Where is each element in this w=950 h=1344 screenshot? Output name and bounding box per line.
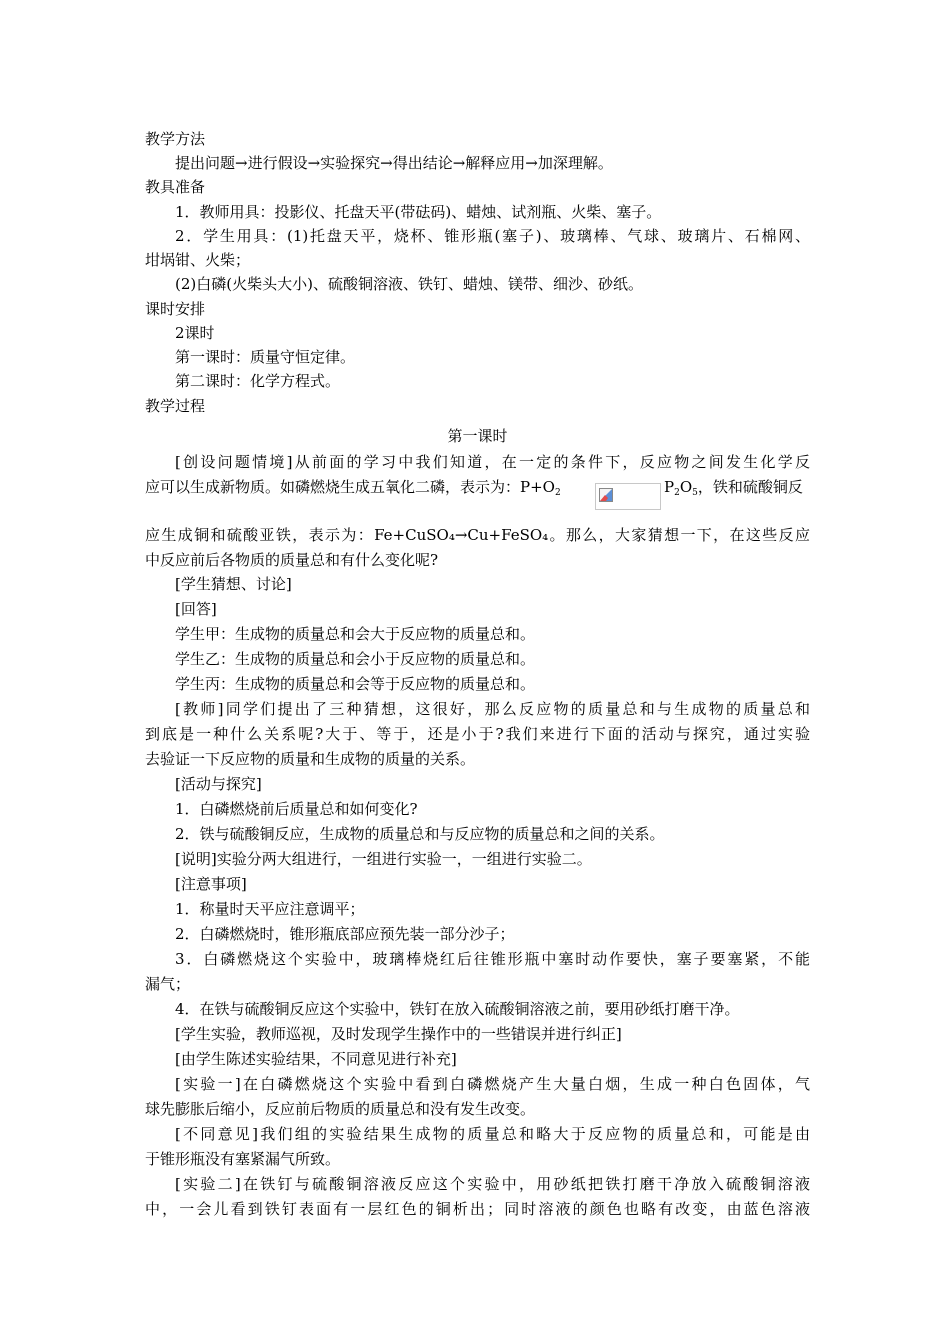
broken-image-icon xyxy=(599,488,613,502)
note-3-line2: 漏气； xyxy=(145,975,191,993)
equation-arrow-image xyxy=(595,483,661,510)
tools-student-materials: (2)白磷(火柴头大小)、硫酸铜溶液、铁钉、蜡烛、镁带、细沙、砂纸。 xyxy=(175,275,643,293)
schedule-count: 2课时 xyxy=(175,324,215,342)
student-experiment: [学生实验，教师巡视，及时发现学生操作中的一些错误并进行纠正] xyxy=(175,1025,622,1043)
activity-2: 2．铁与硫酸铜反应，生成物的质量总和与反应物的质量总和之间的关系。 xyxy=(175,825,665,843)
explanation: [说明]实验分两大组进行，一组进行实验一，一组进行实验二。 xyxy=(175,850,592,868)
heading-schedule: 课时安排 xyxy=(145,300,206,318)
activity-label: [活动与探究] xyxy=(175,775,262,793)
tools-student-line2: 坩埚钳、火柴； xyxy=(145,251,251,269)
note-4: 4．在铁与硫酸铜反应这个实验中，铁钉在放入硫酸铜溶液之前，要用砂纸打磨干净。 xyxy=(175,1000,740,1018)
note-3-line1: 3．白磷燃烧这个实验中，玻璃棒烧红后往锥形瓶中塞时动作要快，塞子要塞紧，不能 xyxy=(175,950,810,968)
o-subscript: 5 xyxy=(692,488,698,498)
oxygen-subscript: 2 xyxy=(554,488,561,498)
scenario-line2-suffix: ，铁和硫酸铜反 xyxy=(697,478,803,496)
scenario-line2-tail xyxy=(664,475,803,502)
scenario-line2 xyxy=(145,475,561,502)
experiment-1-line2: 球先膨胀后缩小，反应前后物质的质量总和没有发生改变。 xyxy=(145,1100,536,1118)
scenario-line2-prefix: 应可以生成新物质。如磷燃烧生成五氧化二磷，表示为：P+O xyxy=(145,478,555,496)
teacher-line2: 到底是一种什么关系呢?大于、等于，还是小于?我们来进行下面的活动与探究，通过实验 xyxy=(145,725,810,743)
teacher-line3: 去验证一下反应物的质量和生成物的质量的关系。 xyxy=(145,750,476,768)
schedule-lesson-1: 第一课时：质量守恒定律。 xyxy=(175,348,356,366)
heading-teaching-tools: 教具准备 xyxy=(145,178,206,196)
p-subscript: 2 xyxy=(674,488,680,498)
note-1: 1．称量时天平应注意调平； xyxy=(175,900,365,918)
lesson-title: 第一课时 xyxy=(447,427,508,445)
tools-teacher: 1．教师用具：投影仪、托盘天平(带砝码)、蜡烛、试剂瓶、火柴、塞子。 xyxy=(175,203,662,221)
student-a: 学生甲：生成物的质量总和会大于反应物的质量总和。 xyxy=(175,625,536,643)
different-opinion-line2: 于锥形瓶没有塞紧漏气所致。 xyxy=(145,1150,341,1168)
different-opinion-line1: [不同意见]我们组的实验结果生成物的质量总和略大于反应物的质量总和，可能是由 xyxy=(175,1125,810,1143)
heading-teaching-process: 教学过程 xyxy=(145,397,206,415)
answer-label: [回答] xyxy=(175,600,217,618)
notes-label: [注意事项] xyxy=(175,875,247,893)
method-paragraph: 提出问题→进行假设→实验探究→得出结论→解释应用→加深理解。 xyxy=(175,154,613,172)
student-guess-label: [学生猜想、讨论] xyxy=(175,575,292,593)
tools-student-line1: 2．学生用具：(1)托盘天平，烧杯、锥形瓶(塞子)、玻璃棒、气球、玻璃片、石棉网、 xyxy=(175,227,810,245)
experiment-1-line1: [实验一]在白磷燃烧这个实验中看到白磷燃烧产生大量白烟，生成一种白色固体，气 xyxy=(175,1075,810,1093)
experiment-2-line1: [实验二]在铁钉与硫酸铜溶液反应这个实验中，用砂纸把铁打磨干净放入硫酸铜溶液 xyxy=(175,1175,810,1193)
product-o: O xyxy=(679,478,693,496)
report-results: [由学生陈述实验结果，不同意见进行补充] xyxy=(175,1050,457,1068)
scenario-line1: [创设问题情境]从前面的学习中我们知道，在一定的条件下，反应物之间发生化学反 xyxy=(175,453,810,471)
scenario-line4: 中反应前后各物质的质量总和有什么变化呢? xyxy=(145,551,439,569)
scenario-line3: 应生成铜和硫酸亚铁，表示为：Fe+CuSO₄→Cu+FeSO₄。那么，大家猜想一下，在这些反应 xyxy=(145,526,810,544)
schedule-lesson-2: 第二课时：化学方程式。 xyxy=(175,372,341,390)
activity-1: 1．白磷燃烧前后质量总和如何变化? xyxy=(175,800,418,818)
heading-teaching-method: 教学方法 xyxy=(145,130,206,148)
student-c: 学生丙：生成物的质量总和会等于反应物的质量总和。 xyxy=(175,675,536,693)
product-p: P xyxy=(664,478,675,496)
teacher-line1: [教师]同学们提出了三种猜想，这很好，那么反应物的质量总和与生成物的质量总和 xyxy=(175,700,810,718)
student-b: 学生乙：生成物的质量总和会小于反应物的质量总和。 xyxy=(175,650,536,668)
note-2: 2．白磷燃烧时，锥形瓶底部应预先装一部分沙子； xyxy=(175,925,515,943)
experiment-2-line2: 中，一会儿看到铁钉表面有一层红色的铜析出；同时溶液的颜色也略有改变，由蓝色溶液 xyxy=(145,1200,810,1218)
